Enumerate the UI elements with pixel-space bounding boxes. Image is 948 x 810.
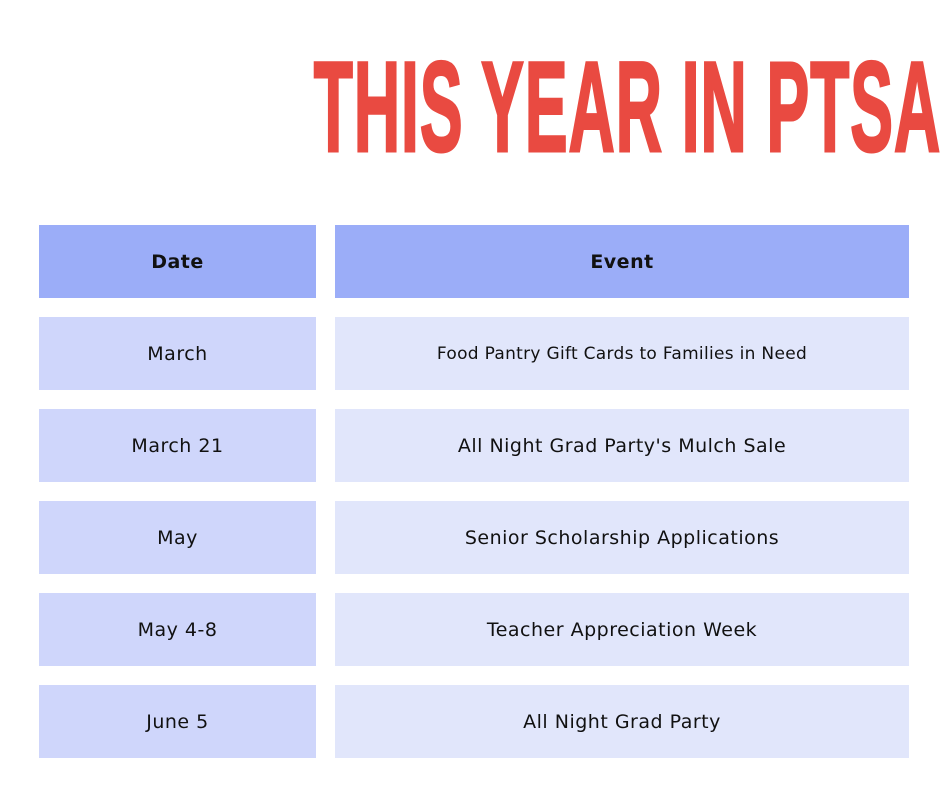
page-title xyxy=(0,36,948,179)
event-cell: All Night Grad Party's Mulch Sale xyxy=(335,409,909,482)
date-cell: May xyxy=(39,501,316,574)
date-cell: June 5 xyxy=(39,685,316,758)
event-cell: Senior Scholarship Applications xyxy=(335,501,909,574)
table-row xyxy=(39,593,909,666)
table-row xyxy=(39,409,909,482)
table-row xyxy=(39,317,909,390)
table-row xyxy=(39,685,909,758)
table-header-row xyxy=(39,225,909,298)
date-cell: May 4-8 xyxy=(39,593,316,666)
date-cell: March xyxy=(39,317,316,390)
event-cell: All Night Grad Party xyxy=(335,685,909,758)
header-date: Date xyxy=(39,225,316,298)
table-row xyxy=(39,501,909,574)
events-table xyxy=(39,225,909,777)
date-cell: March 21 xyxy=(39,409,316,482)
event-cell: Food Pantry Gift Cards to Families in Need xyxy=(335,317,909,390)
header-event: Event xyxy=(335,225,909,298)
page-title-text: THIS YEAR IN PTSA xyxy=(313,36,942,179)
event-cell: Teacher Appreciation Week xyxy=(335,593,909,666)
